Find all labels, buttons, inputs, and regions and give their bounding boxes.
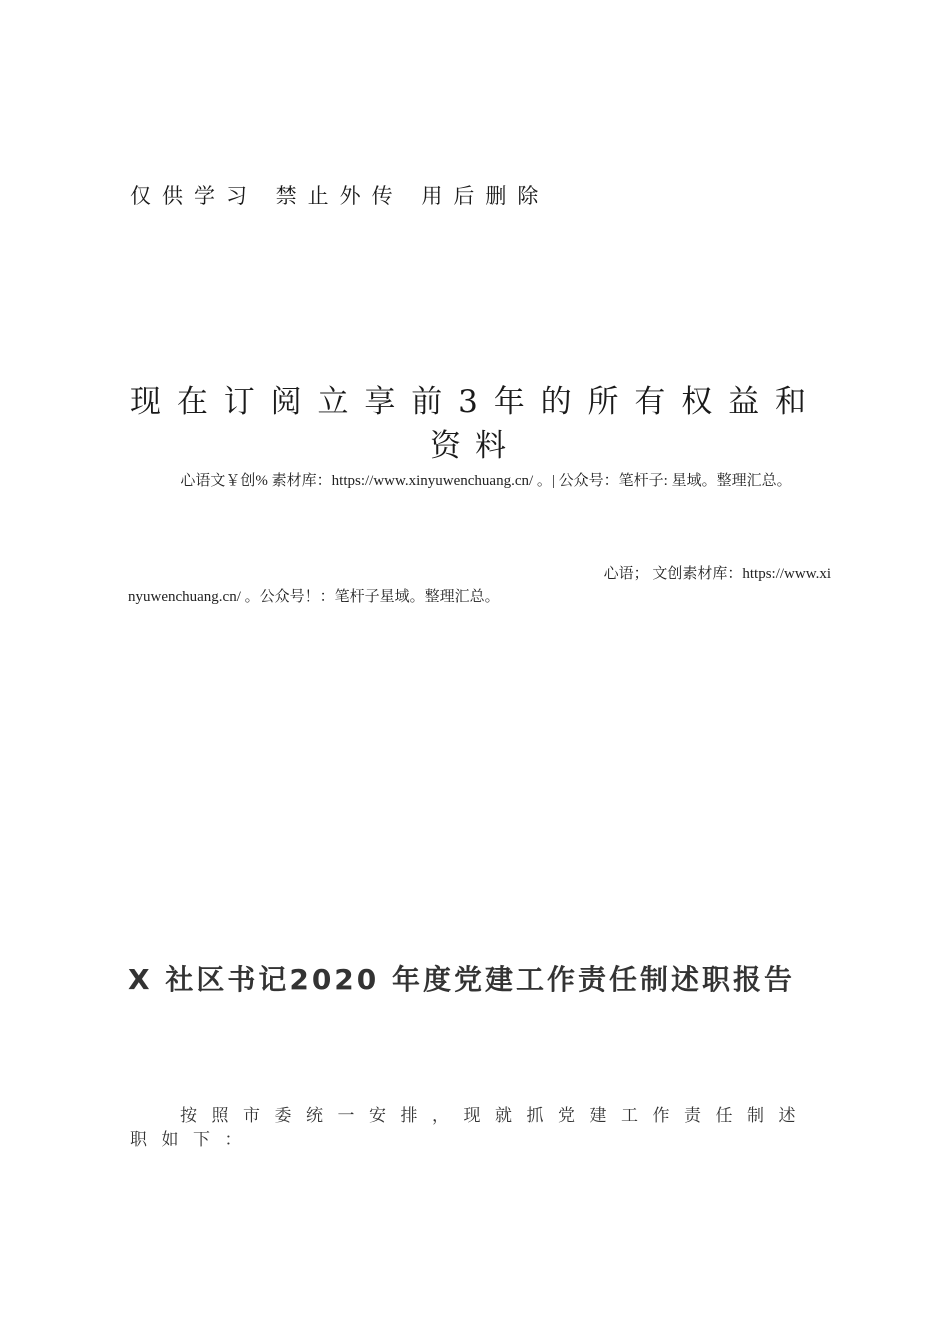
document-title: X 社区书记2020 年度党建工作责任制述职报告: [128, 963, 796, 996]
source-note-2-line-1: 心语； 文创素材库：https://www.xi: [603, 566, 831, 582]
usage-notice: 仅供学习 禁止外传 用后删除: [130, 184, 550, 208]
promo-heading: 现在订阅立享前3年的所有权益和资料: [130, 384, 820, 464]
intro-paragraph: 按照市委统一安排，现就抓党建工作责任制述职如下：: [130, 1106, 810, 1150]
source-note-1: 心语文￥创% 素材库：https://www.xinyuwenchuang.cn/ 。| 公众号：笔杆子: 星域。整理汇总。: [180, 473, 792, 489]
source-note-2-line-2: nyuwenchuang.cn/ 。公众号！：笔杆子星域。整理汇总。: [128, 589, 500, 605]
source-note-2: [128, 563, 831, 609]
